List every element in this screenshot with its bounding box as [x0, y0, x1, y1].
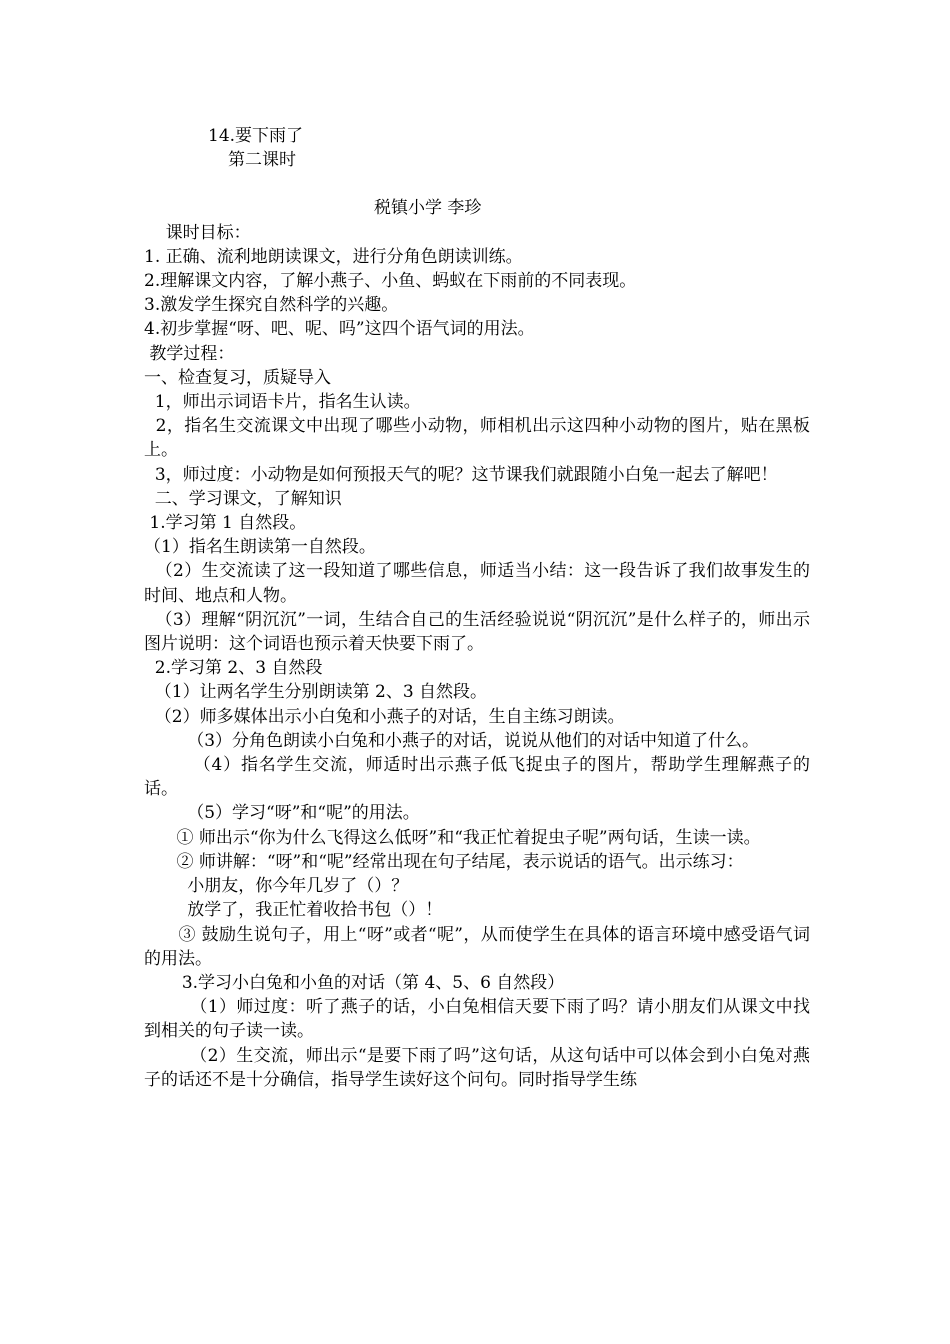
blank-line: [144, 172, 810, 196]
text-line: 1.学习第 1 自然段。: [144, 513, 307, 534]
text-line: 2.学习第 2、3 自然段: [144, 658, 323, 679]
text-line: （1）让两名学生分别朗读第 2、3 自然段。: [144, 682, 488, 703]
text-line: 3.学习小白兔和小鱼的对话（第 4、5、6 自然段）: [144, 972, 565, 993]
text-line: ③ 鼓励生说句子，用上“呀”或者“呢”，从而使学生在具体的语言环境中感受语气词的用法。: [144, 924, 810, 969]
text-line: （1）师过度：听了燕子的话，小白兔相信天要下雨了吗？请小朋友们从课文中找到相关的句子读一读。: [144, 997, 810, 1042]
text-line: 1. 正确、流利地朗读课文，进行分角色朗读训练。: [144, 246, 523, 267]
text-line: 小朋友，你今年几岁了（）？: [144, 876, 409, 897]
text-line: 二、学习课文，了解知识: [144, 488, 342, 509]
text-line: （2）师多媒体出示小白兔和小燕子的对话，生自主练习朗读。: [144, 706, 625, 727]
text-line: （5）学习“呀”和“呢”的用法。: [144, 803, 420, 824]
document-body: [144, 124, 810, 1092]
text-line: （1）指名生朗读第一自然段。: [144, 537, 376, 558]
text-line: 教学过程：: [144, 343, 235, 364]
author-line: 税镇小学 李珍: [374, 198, 482, 219]
text-line: （2）生交流，师出示“是要下雨了吗”这句话，从这句话中可以体会到小白兔对燕子的话还不是十分确信，指导学生读好这个问句。同时指导学生练: [144, 1045, 810, 1090]
lesson-title: 14.要下雨了: [208, 126, 304, 146]
text-line: 4.初步掌握“呀、吧、呢、吗”这四个语气词的用法。: [144, 319, 535, 340]
text-line: 课时目标：: [144, 222, 251, 243]
text-line: （4）指名学生交流，师适时出示燕子低飞捉虫子的图片，帮助学生理解燕子的话。: [144, 755, 810, 800]
text-line: 放学了，我正忙着收拾书包（）！: [144, 900, 443, 921]
text-line: ② 师讲解：“呀”和“呢”经常出现在句子结尾，表示说话的语气。出示练习：: [144, 851, 744, 872]
text-line: 一、检查复习，质疑导入: [144, 367, 331, 388]
text-line: ① 师出示“你为什么飞得这么低呀”和“我正忙着捉虫子呢”两句话，生读一读。: [144, 827, 761, 848]
lesson-text: [144, 221, 810, 1092]
lesson-subtitle: 第二课时: [228, 150, 296, 171]
text-line: （3）分角色朗读小白兔和小燕子的对话，说说从他们的对话中知道了什么。: [144, 730, 760, 751]
text-line: （2）生交流读了这一段知道了哪些信息，师适当小结：这一段告诉了我们故事发生的时间、地点和人物。: [144, 561, 810, 606]
text-line: 2，指名生交流课文中出现了哪些小动物，师相机出示这四种小动物的图片，贴在黑板上。: [144, 416, 810, 461]
text-line: 3.激发学生探究自然科学的兴趣。: [144, 295, 399, 316]
text-line: （3）理解“阴沉沉”一词，生结合自己的生活经验说说“阴沉沉”是什么样子的，师出示图片说明：这个词语也预示着天快要下雨了。: [144, 609, 811, 655]
text-line: 2.理解课文内容，了解小燕子、小鱼、蚂蚁在下雨前的不同表现。: [144, 271, 637, 292]
text-line: 3，师过度：小动物是如何预报天气的呢？这节课我们就跟随小白兔一起去了解吧！: [144, 464, 778, 485]
text-line: 1，师出示词语卡片，指名生认读。: [144, 392, 421, 413]
